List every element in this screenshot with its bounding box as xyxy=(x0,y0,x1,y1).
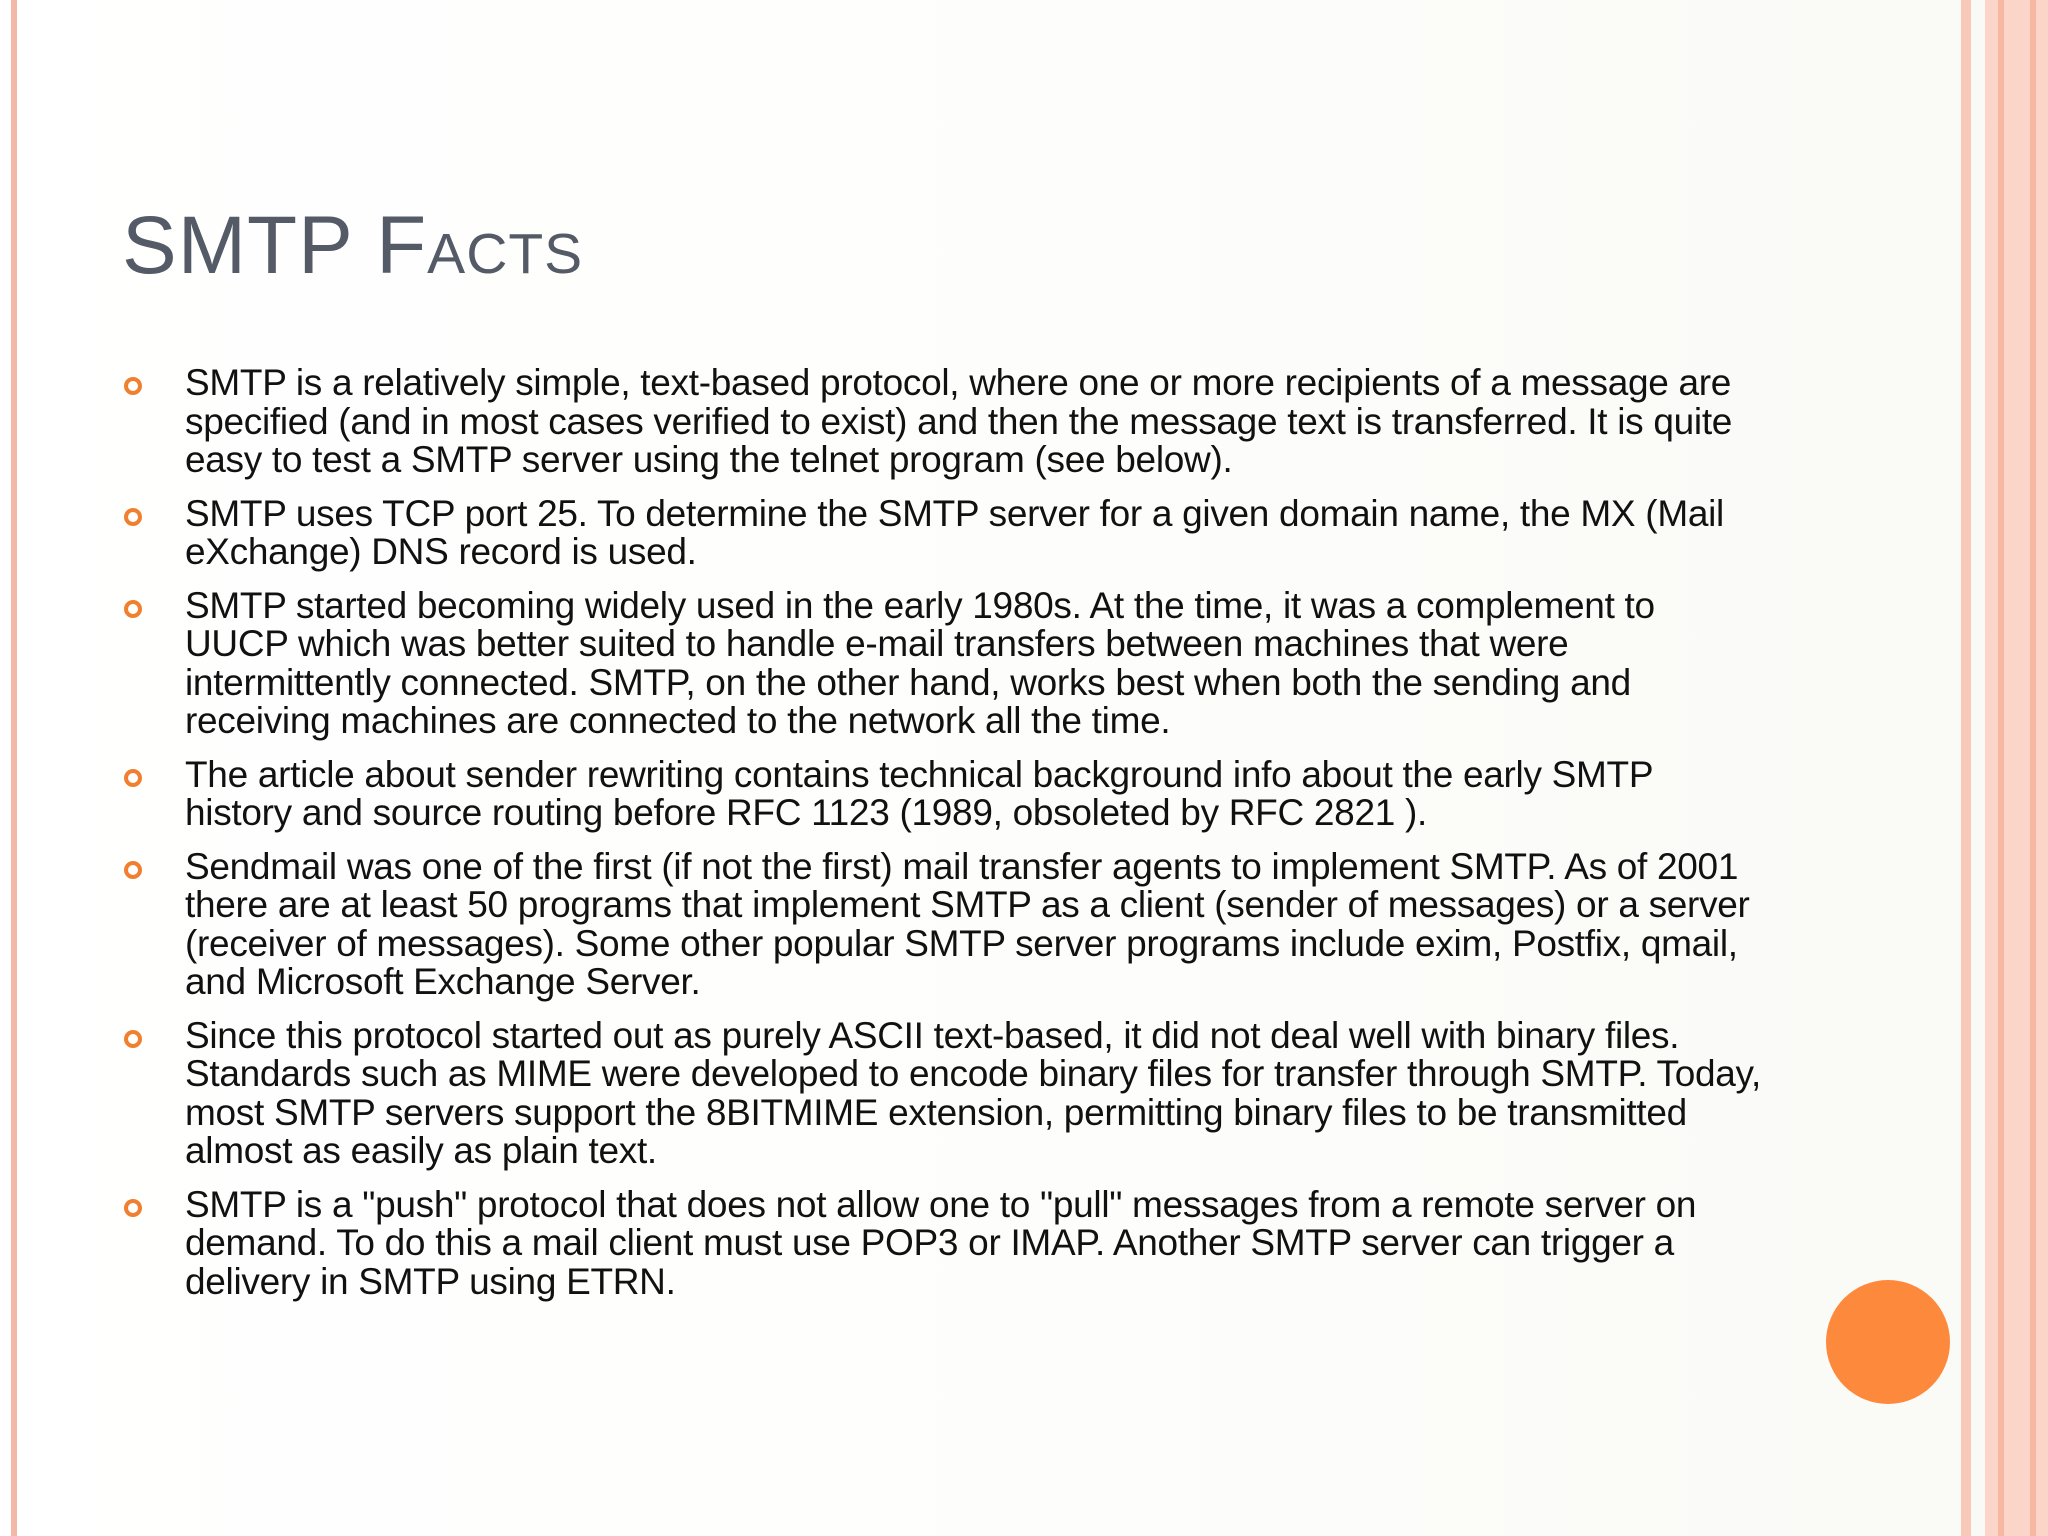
hollow-circle-bullet-icon xyxy=(124,769,142,787)
bullet-item xyxy=(124,1014,1764,1171)
bullet-text: Since this protocol started out as purely ASCII text-based, it did not deal well with binary files. Standards such as MIME were developed to encode binary files for transfer through SMTP. Today, most SMTP servers support the 8BITMIME extension, permitting binary files to be transmitted almost as easily as plain text. xyxy=(185,1014,1761,1171)
bullet-list xyxy=(124,364,1764,1316)
bullet-item xyxy=(124,1183,1764,1302)
right-frame-line xyxy=(2030,0,2036,1536)
bullet-text: SMTP uses TCP port 25. To determine the SMTP server for a given domain name, the MX (Mail eXchange) DNS record is used. xyxy=(185,492,1724,572)
hollow-circle-bullet-icon xyxy=(124,600,142,618)
bullet-item xyxy=(124,584,1764,741)
bullet-text: SMTP is a relatively simple, text-based protocol, where one or more recipients of a message are specified (and in most cases verified to exist) and then the message text is transferred. It is quite easy to test a SMTP server using the telnet program (see below). xyxy=(185,362,1733,480)
hollow-circle-bullet-icon xyxy=(124,1030,142,1048)
bullet-text: Sendmail was one of the first (if not the first) mail transfer agents to implement SMTP. As of 2001 there are at least 50 programs that implement SMTP as a client (sender of messages) or a server (receiver of messages). Some other popular SMTP server programs include exim, Postfix, qmail, and Microsoft Exchange Server. xyxy=(185,845,1750,1002)
bullet-item xyxy=(124,492,1764,572)
right-frame-line xyxy=(1998,0,2004,1536)
bullet-item xyxy=(124,364,1764,480)
bullet-text: The article about sender rewriting contains technical background info about the early SMTP history and source routing before RFC 1123 (1989, obsoleted by RFC 2821 ). xyxy=(185,753,1653,833)
hollow-circle-bullet-icon xyxy=(124,861,142,879)
bullet-text: SMTP started becoming widely used in the early 1980s. At the time, it was a complement to UUCP which was better suited to handle e-mail transfers between machines that were intermittently connected. SMTP, on the other hand, works best when both the sending and receiving machines are connected to the network all the time. xyxy=(185,584,1655,741)
hollow-circle-bullet-icon xyxy=(124,377,142,395)
right-frame-stripe xyxy=(1961,0,1971,1536)
bullet-item xyxy=(124,845,1764,1002)
bullet-item xyxy=(124,753,1764,833)
hollow-circle-bullet-icon xyxy=(124,508,142,526)
slide-title: SMTP Facts xyxy=(122,200,584,291)
bullet-text: SMTP is a "push" protocol that does not allow one to "pull" messages from a remote server on demand. To do this a mail client must use POP3 or IMAP. Another SMTP server can trigger a delivery in SMTP using ETRN. xyxy=(185,1183,1697,1302)
left-frame-stripe xyxy=(11,0,17,1536)
orange-circle-decoration xyxy=(1826,1280,1950,1404)
hollow-circle-bullet-icon xyxy=(124,1199,142,1217)
right-frame-band xyxy=(1985,0,2048,1536)
